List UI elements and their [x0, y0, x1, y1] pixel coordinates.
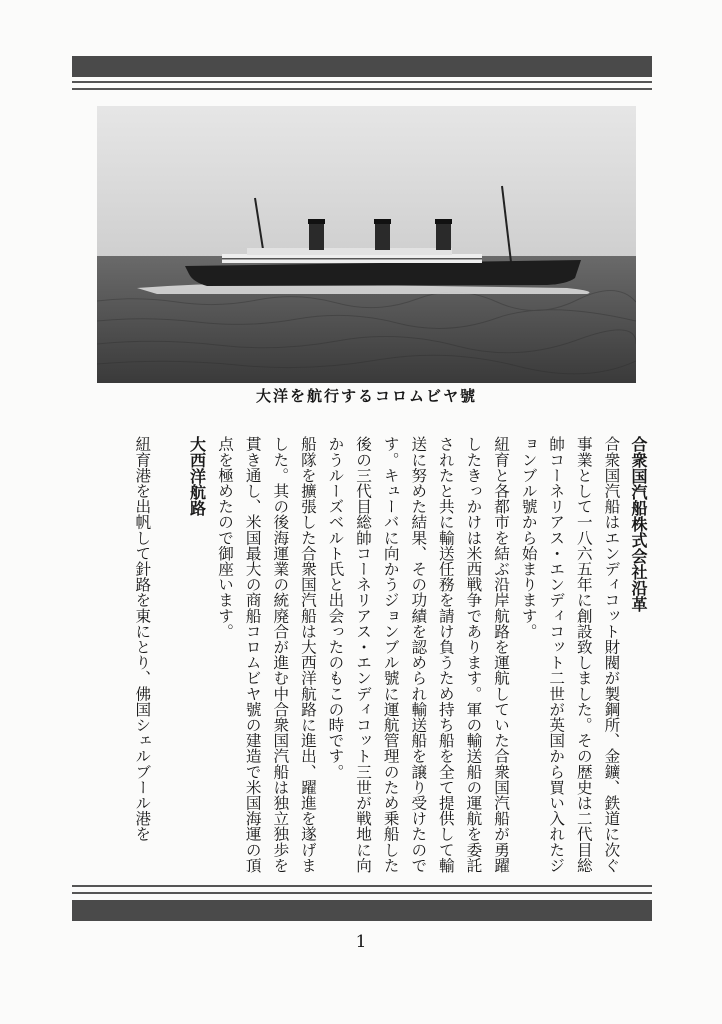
section-heading: 大西洋航路: [187, 436, 207, 516]
paragraph: 紐育と各都市を結ぶ沿岸航路を運航していた合衆国汽船が勇躍したきっかけは米西戦争であります。軍の輸送船の運航を委託されたと共に輸送任務を請け負うため持ち船を全て提供して輸送に努めた結果、その功績を認められ輸送船を譲り受けたのです。キューバに向かうジョンブル號に運航管理のため乗船した後の三代目総帥コーネリアス・エンディコット三世が戦地に向かうルーズベルト氏と出会ったのもこの時です。: [326, 436, 511, 873]
sky: [97, 106, 636, 258]
article-body: [78, 436, 652, 882]
top-rule-2: [72, 88, 652, 90]
section-heading: 合衆国汽船株式会社沿革: [629, 436, 648, 612]
page-number: 1: [355, 932, 367, 952]
bottom-rule-1: [72, 885, 652, 887]
ship-photo: [97, 106, 636, 383]
top-rule-1: [72, 81, 652, 83]
bottom-rule-2: [72, 892, 652, 894]
top-band: [72, 56, 652, 77]
paragraph: 紐育港を出帆して針路を東にとり、佛国シェルブール港を: [133, 436, 152, 842]
photo-caption: 大洋を航行するコロムビヤ號: [255, 387, 477, 405]
paragraph: 合衆国汽船はエンディコット財閥が製鋼所、金鑛、鉄道に次ぐ事業として一八六五年に創設致しました。その歴史は二代目総帥コーネリアス・エンディコット二世が英国から買い入れたジョンブル號から始まります。: [519, 436, 621, 873]
bottom-band: [72, 900, 652, 921]
paragraph: 船隊を擴張した合衆国汽船は大西洋航路に進出、躍進を遂げました。其の後海運業の統廃合が進む中合衆国汽船は独立独歩を貫き通し、米国最大の商船コロムビヤ號の建造で米国海運の頂点を極めたので御座います。: [216, 436, 317, 873]
